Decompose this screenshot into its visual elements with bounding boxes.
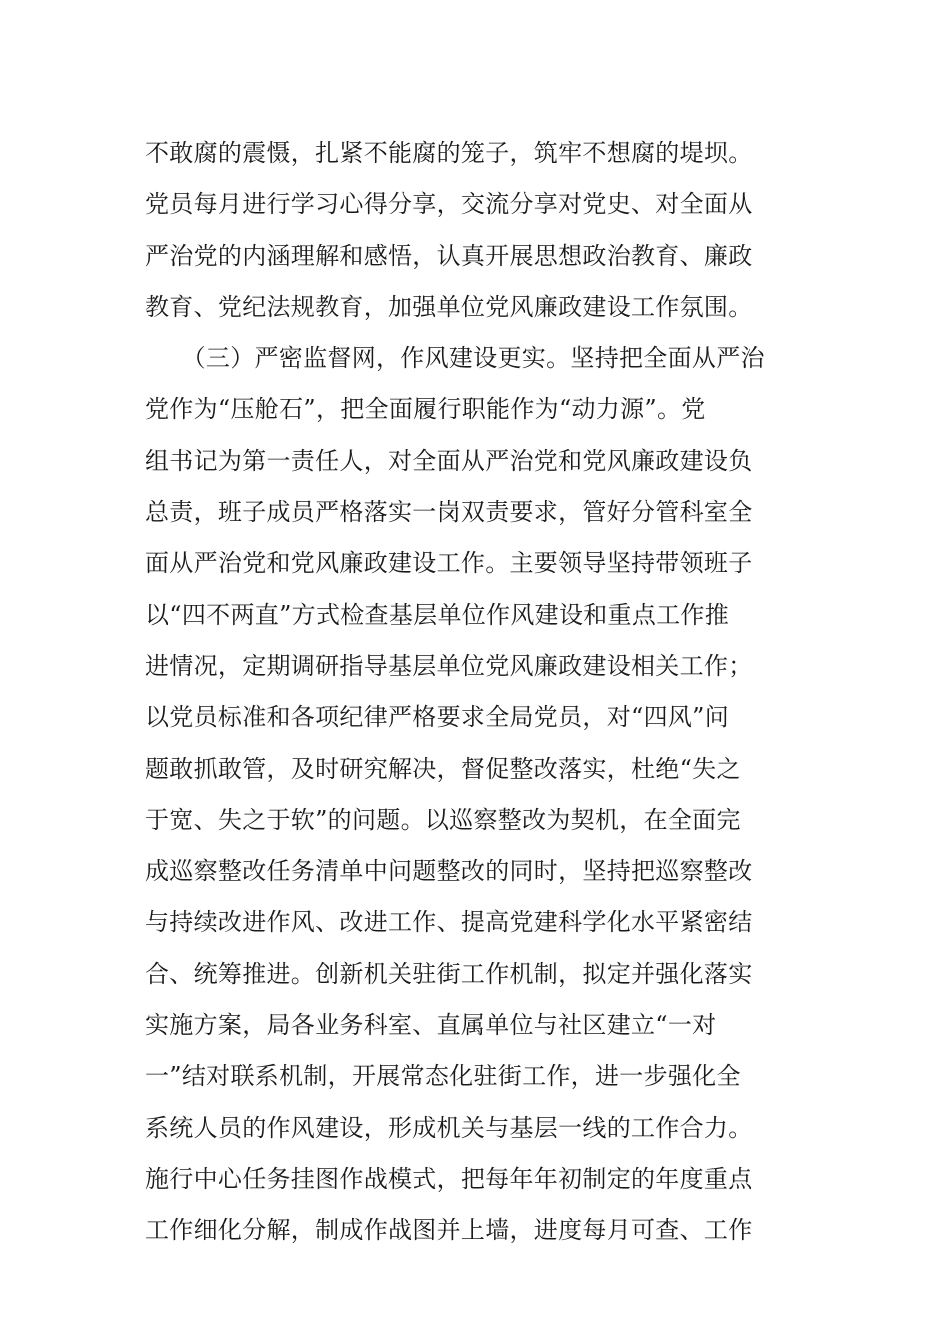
text-line: 面从严治党和党风廉政建设工作。主要领导坚持带领班子 [145, 549, 753, 578]
text-line: 教育、党纪法规教育，加强单位党风廉政建设工作氛围。 [145, 292, 753, 321]
text-line: 实施方案，局各业务科室、直属单位与社区建立“一对 [145, 1011, 717, 1040]
text-line: 进情况，定期调研指导基层单位党风廉政建设相关工作； [145, 651, 753, 680]
text-line: 成巡察整改任务清单中问题整改的同时，坚持把巡察整改 [145, 857, 753, 886]
text-line: 不敢腐的震慑，扎紧不能腐的笼子，筑牢不想腐的堤坝。 [145, 139, 753, 167]
text-line: 与持续改进作风、改进工作、提高党建科学化水平紧密结 [145, 908, 753, 937]
document-body [145, 128, 815, 1257]
section-heading-line: （三）严密监督网，作风建设更实。坚持把全面从严治 [145, 344, 765, 373]
text-line: 工作细化分解，制成作战图并上墙，进度每月可查、工作 [145, 1216, 753, 1245]
text-line: 以党员标准和各项纪律严格要求全局党员，对“四风”问 [145, 703, 730, 732]
text-line: 党员每月进行学习心得分享，交流分享对党史、对全面从 [145, 190, 753, 219]
text-line: 题敢抓敢管，及时研究解决，督促整改落实，杜绝“失之 [145, 754, 741, 783]
text-line: 以“四不两直”方式检查基层单位作风建设和重点工作推 [145, 600, 730, 629]
text-line: 于宽、失之于软”的问题。以巡察整改为契机，在全面完 [145, 805, 741, 834]
text-line: 严治党的内涵理解和感悟，认真开展思想政治教育、廉政 [145, 241, 753, 270]
text-line: 合、统筹推进。创新机关驻街工作机制，拟定并强化落实 [145, 959, 753, 988]
text-line: 组书记为第一责任人，对全面从严治党和党风廉政建设负 [145, 446, 753, 475]
text-line: 党作为“压舱石”，把全面履行职能作为“动力源”。党 [145, 395, 706, 424]
text-line: 施行中心任务挂图作战模式，把每年年初制定的年度重点 [145, 1164, 753, 1193]
text-line: 总责，班子成员严格落实一岗双责要求，管好分管科室全 [145, 498, 753, 527]
text-line: 一”结对联系机制，开展常态化驻街工作，进一步强化全 [145, 1062, 741, 1091]
text-line: 系统人员的作风建设，形成机关与基层一线的工作合力。 [145, 1113, 753, 1142]
